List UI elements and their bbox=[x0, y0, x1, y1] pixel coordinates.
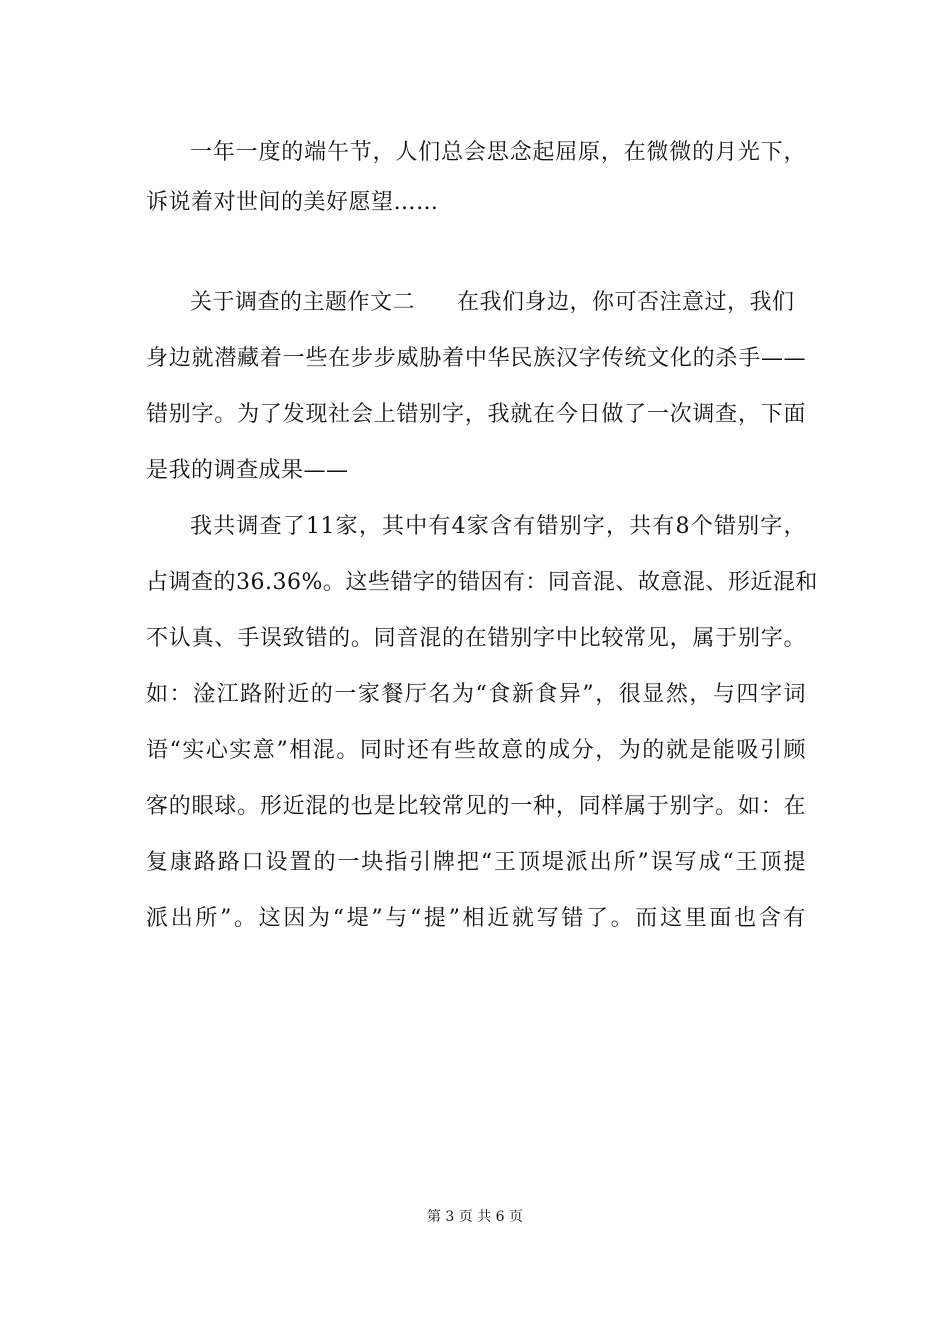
body-line-13: 派出所”。这因为“堤”与“提”相近就写错了。而这里面也含有 bbox=[146, 906, 806, 931]
page-number-footer: 第 3 页 共 6 页 bbox=[426, 1209, 524, 1225]
body-line-7: 占调查的36.36%。这些错字的错因有：同音混、故意混、形近混和 bbox=[146, 570, 818, 595]
body-line-3: 身边就潜藏着一些在步步威胁着中华民族汉字传统文化的杀手—— bbox=[146, 346, 806, 371]
body-line-1: 一年一度的端午节，人们总会思念起屈原，在微微的月光下， bbox=[190, 140, 806, 165]
body-line-4: 错别字。为了发现社会上错别字，我就在今日做了一次调查，下面 bbox=[146, 402, 806, 427]
heading-line bbox=[190, 288, 806, 318]
body-line-6: 我共调查了11家，其中有4家含有错别字，共有8个错别字， bbox=[190, 514, 806, 539]
body-line-9: 如：淦江路附近的一家餐厅名为“食新食异”，很显然，与四字词 bbox=[146, 682, 806, 707]
essay-title: 关于调查的主题作文二 bbox=[190, 290, 416, 315]
body-line-2: 诉说着对世间的美好愿望…… bbox=[146, 190, 439, 215]
body-line-8: 不认真、手误致错的。同音混的在错别字中比较常见，属于别字。 bbox=[146, 626, 806, 651]
heading-line-rest: 在我们身边，你可否注意过，我们 bbox=[457, 290, 795, 315]
body-line-12: 复康路路口设置的一块指引牌把“王顶堤派出所”误写成“王顶提 bbox=[146, 850, 806, 875]
body-line-11: 客的眼球。形近混的也是比较常见的一种，同样属于别字。如：在 bbox=[146, 794, 806, 819]
body-line-10: 语“实心实意”相混。同时还有些故意的成分，为的就是能吸引顾 bbox=[146, 738, 806, 763]
body-line-5: 是我的调查成果—— bbox=[146, 458, 349, 483]
